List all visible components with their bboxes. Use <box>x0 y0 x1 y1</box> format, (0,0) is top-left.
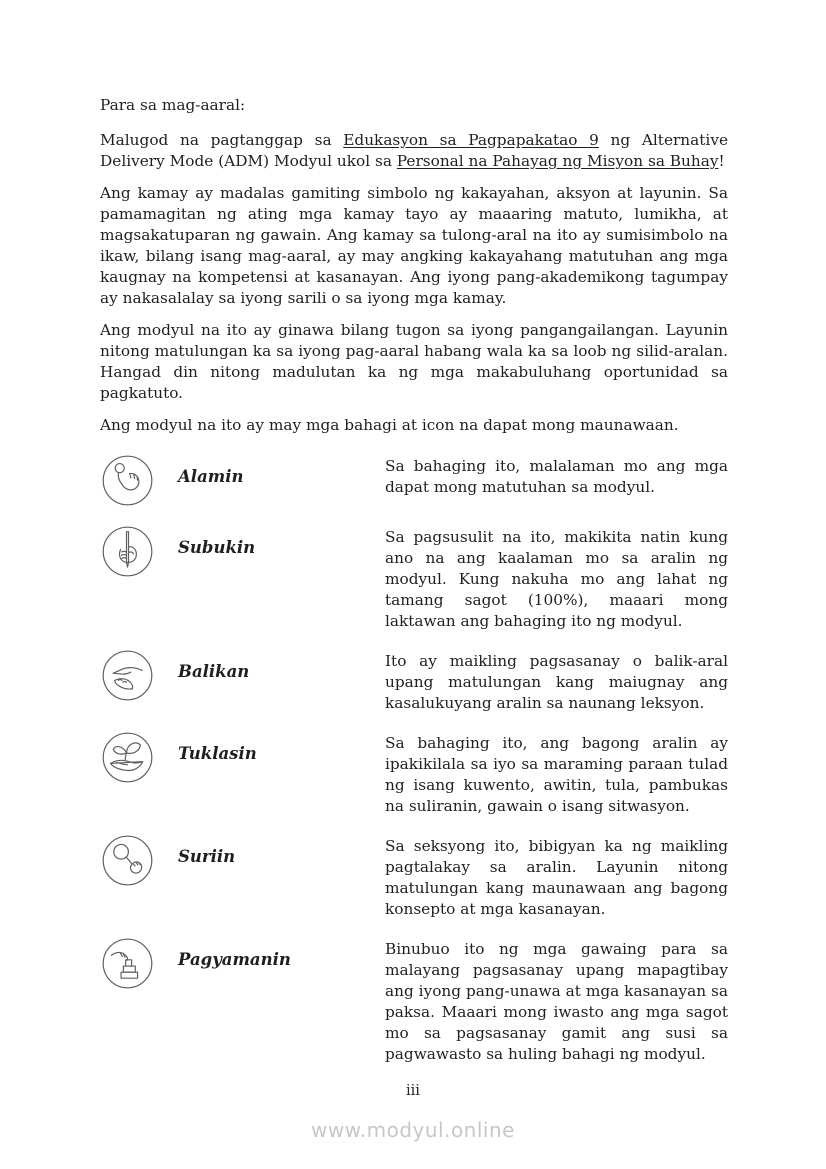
icon-guide-table <box>100 451 728 1065</box>
greeting-line: Para sa mag-aaral: <box>100 96 246 114</box>
welcome-text-pre: Malugod na pagtanggap sa <box>100 131 344 149</box>
icon-cell <box>100 522 178 632</box>
icon-label: Subukin <box>178 538 256 557</box>
icon-guide-row-pagyamanin <box>100 934 728 1065</box>
icon-label: Alamin <box>178 467 244 486</box>
icon-description: Sa seksyong ito, bibigyan ka ng maikling pagtalakay sa aralin. Layunin nitong matulungan kang maunawaan ang bagong konsepto at mga kasanayan. <box>385 837 728 918</box>
icon-label: Suriin <box>178 847 236 866</box>
hands-recall-icon <box>100 648 155 703</box>
icon-guide-row-alamin <box>100 451 728 508</box>
module-title-underlined: Personal na Pahayag ng Misyon sa Buhay <box>396 152 719 170</box>
icon-cell <box>100 646 178 714</box>
icon-label: Tuklasin <box>178 744 257 763</box>
icon-cell <box>100 934 178 1065</box>
welcome-text-post: ! <box>718 152 725 170</box>
icon-description: Sa pagsusulit na ito, makikita natin kung ano na ang kaalaman mo sa aralin ng modyul. Kung nakuha mo ang lahat ng tamang sagot (100%), maaari mong laktawan ang bahaging ito ng modyul. <box>385 528 728 630</box>
hand-magnifier-icon <box>100 833 155 888</box>
icon-description: Sa bahaging ito, malalaman mo ang mga dapat mong matutuhan sa modyul. <box>385 457 728 496</box>
hand-blocks-icon <box>100 936 155 991</box>
body-paragraph-module-purpose: Ang modyul na ito ay ginawa bilang tugon sa iyong pangangailangan. Layunin nitong matulungan ka sa iyong pag-aaral habang wala ka sa loob ng silid-aralan. Hangad din nitong madulutan ka ng mga makabuluhang oportunidad sa pagkatuto. <box>100 321 728 402</box>
welcome-paragraph <box>100 130 728 172</box>
subject-title-underlined: Edukasyon sa Pagpapakatao 9 <box>343 131 599 149</box>
icon-guide-row-tuklasin <box>100 728 728 817</box>
icon-guide-row-balikan <box>100 646 728 714</box>
hand-sprout-icon <box>100 730 155 785</box>
page-content <box>100 95 728 1079</box>
icon-cell <box>100 451 178 508</box>
icon-guide-row-suriin <box>100 831 728 920</box>
watermark-text: www.modyul.online <box>311 1118 515 1142</box>
icon-label: Pagyamanin <box>178 950 291 969</box>
welcome-text-mid: ng Alternative Delivery Mode (ADM) Modyul ukol sa <box>100 131 729 170</box>
icon-description: Sa bahaging ito, ang bagong aralin ay ipakikilala sa iyo sa maraming paraan tulad ng isang kuwento, awitin, tula, pambukas na suliranin, gawain o isang sitwasyon. <box>385 734 728 815</box>
icon-cell <box>100 831 178 920</box>
icon-label: Balikan <box>178 662 250 681</box>
hand-tap-icon <box>100 453 155 508</box>
icon-cell <box>100 728 178 817</box>
icon-description: Binubuo ito ng mga gawaing para sa malayang pagsasanay upang mapagtibay ang iyong pang-unawa at mga kasanayan sa paksa. Maaari mong iwasto ang mga sagot mo sa pagsasanay gamit ang susi sa pagwawasto sa huling bahagi ng modyul. <box>385 940 728 1063</box>
page-number: iii <box>406 1083 420 1099</box>
hand-pencil-icon <box>100 524 155 579</box>
body-paragraph-icons-intro: Ang modyul na ito ay may mga bahagi at icon na dapat mong maunawaan. <box>100 416 679 434</box>
icon-guide-row-subukin <box>100 522 728 632</box>
icon-description: Ito ay maikling pagsasanay o balik-aral upang matulungan kang maiugnay ang kasalukuyang aralin sa naunang leksyon. <box>385 652 728 712</box>
body-paragraph-hand-symbol: Ang kamay ay madalas gamiting simbolo ng kakayahan, aksyon at layunin. Sa pamamagitan ng ating mga kamay tayo ay maaaring matuto, lumikha, at magsakatuparan ng gawain. Ang kamay sa tulong-aral na ito ay sumisimbolo na ikaw, bilang isang mag-aaral, ay may angking kakayahang matutuhan ang mga kaugnay na kompetensi at kasanayan. Ang iyong pang-akademikong tagumpay ay nakasalalay sa iyong sarili o sa iyong mga kamay. <box>100 184 728 307</box>
